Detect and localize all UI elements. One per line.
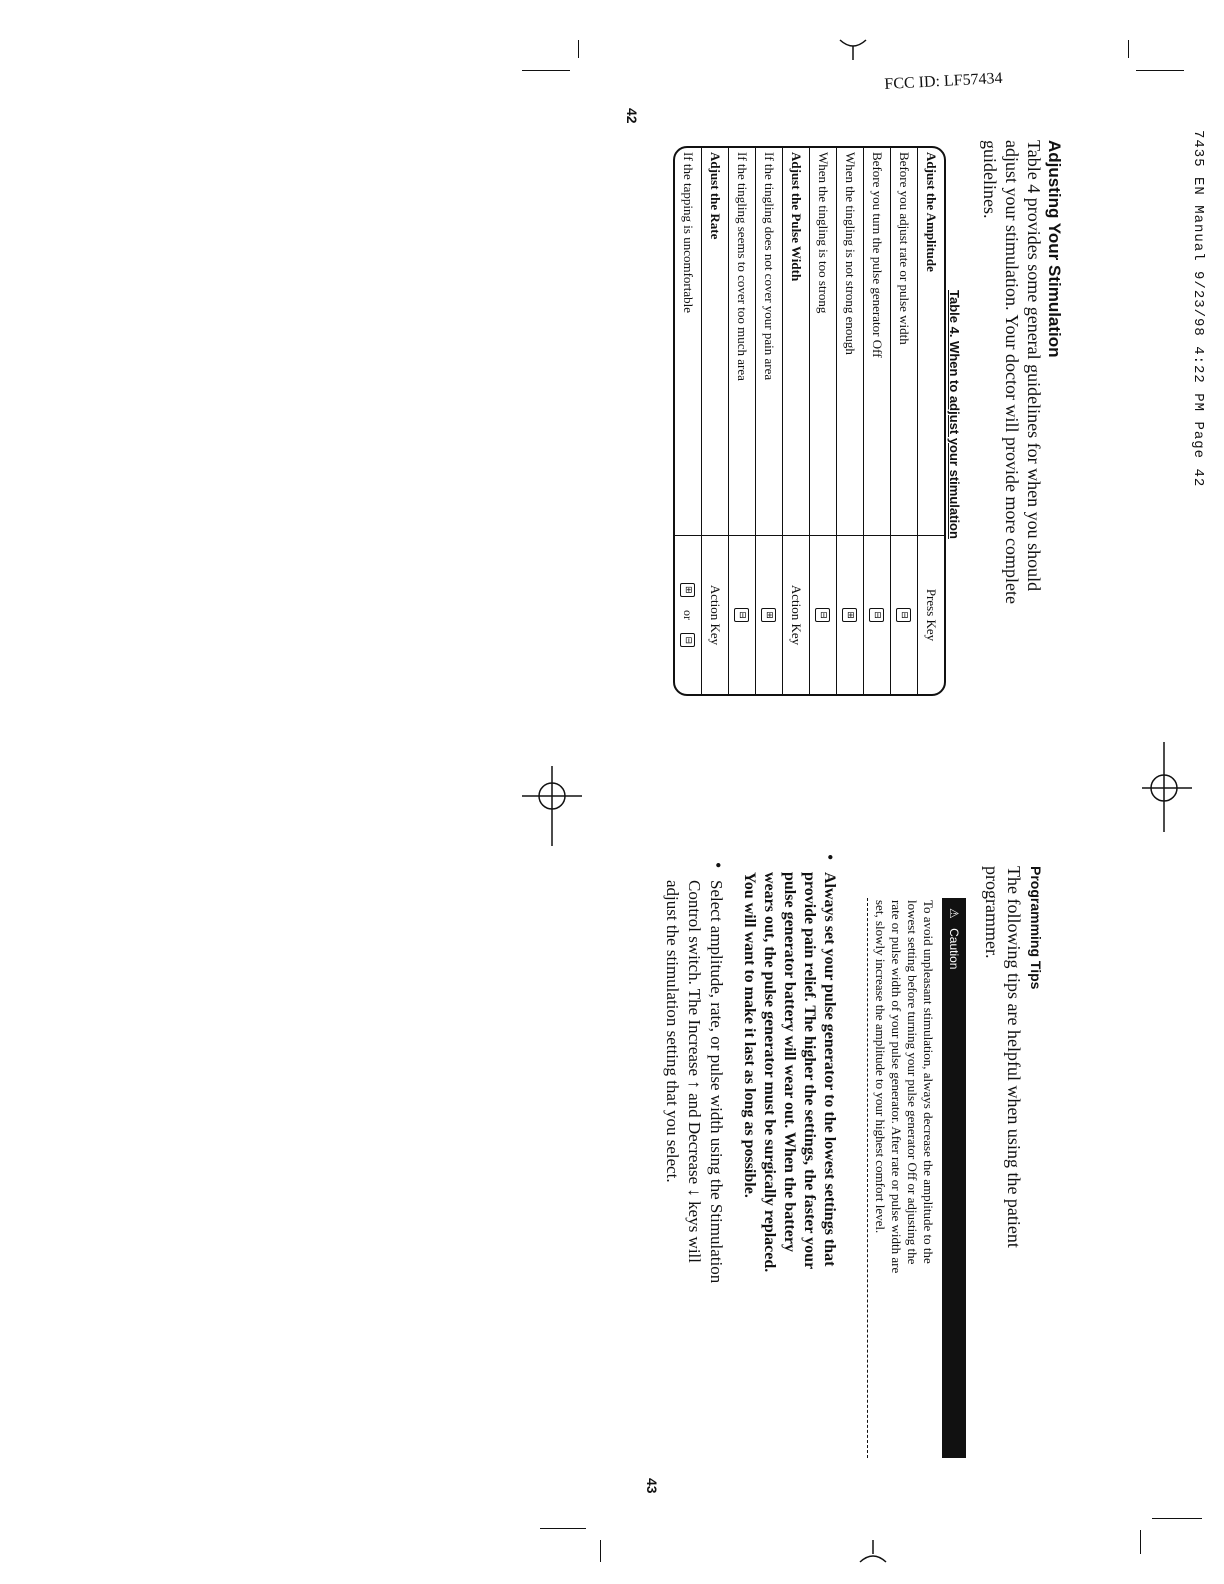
intro-line: adjust your stimulation. Your doctor will provide more complete <box>1002 140 1022 604</box>
bullet2-line: Select amplitude, rate, or pulse width using the Stimulation <box>707 880 726 1284</box>
crop-mark <box>600 1540 601 1562</box>
half-target-icon <box>858 1540 888 1570</box>
table-row <box>702 148 729 694</box>
caution-line: lowest setting before turning your pulse generator Off or adjusting the <box>905 900 920 1265</box>
crop-mark <box>540 1528 586 1529</box>
print-header: 7435 EN Manual 9/23/98 4:22 PM Page 42 <box>1190 130 1206 488</box>
bullet1-line: provide pain relief. The higher the settings, the faster your <box>801 872 818 1270</box>
caution-line: To avoid unpleasant stimulation, always decrease the amplitude to the <box>921 900 936 1264</box>
registration-target-icon <box>1142 742 1192 832</box>
decrease-key-icon: ⊟ <box>734 608 749 622</box>
section-title-right: Programming Tips <box>1028 866 1044 990</box>
row-label: If the tingling seems to cover too much area <box>729 148 756 536</box>
row-label: Adjust the Amplitude <box>924 152 939 272</box>
crop-mark <box>1152 1518 1202 1519</box>
bullet1-line: You will want to make it last as long as possible. <box>741 872 758 1198</box>
fcc-id: FCC ID: LF57434 <box>884 69 1003 93</box>
intro-line: Table 4 provides some general guidelines for when you should <box>1024 140 1044 592</box>
section-title-left: Adjusting Your Stimulation <box>1045 140 1064 358</box>
increase-key-icon: ⊞ <box>761 608 776 622</box>
intro-line: programmer. <box>982 866 1002 959</box>
row-label: Adjust the Pulse Width <box>783 148 810 536</box>
table-row <box>837 148 864 694</box>
stimulation-table <box>673 146 946 696</box>
intro-line: guidelines. <box>980 140 1000 219</box>
registration-target-icon <box>522 766 582 846</box>
table-row <box>756 148 783 694</box>
intro-line: The following tips are helpful when using the patient <box>1004 866 1024 1248</box>
crop-mark <box>1140 1530 1141 1554</box>
caution-box <box>942 898 966 1458</box>
caution-divider <box>867 898 868 1458</box>
decrease-key-icon: ⊟ <box>869 608 884 622</box>
crop-mark <box>522 70 570 71</box>
table-title: Table 4. When to adjust your stimulation <box>947 290 962 539</box>
table-row <box>810 148 837 694</box>
bullet1-line: Always set your pulse generator to the lowest settings that <box>821 872 838 1267</box>
row-label: Adjust the Rate <box>702 148 729 536</box>
bullet-icon: • <box>820 854 840 861</box>
half-target-icon <box>838 30 868 60</box>
page-number-left: 42 <box>624 108 640 124</box>
or-text: or <box>681 610 696 620</box>
row-label: Before you turn the pulse generator Off <box>864 148 891 536</box>
row-label: Before you adjust rate or pulse width <box>891 148 918 536</box>
bullet-icon: • <box>708 862 728 869</box>
page-number-right: 43 <box>644 1478 660 1494</box>
bullet1-line: wears out, the pulse generator must be surgically replaced. <box>761 872 778 1273</box>
increase-key-icon: ⊞ <box>842 608 857 622</box>
caution-label: Caution <box>947 928 961 970</box>
table-row <box>729 148 756 694</box>
bullet2-line: Control switch. The Increase ↑ and Decrease ↓ keys will <box>685 880 704 1264</box>
table-row <box>918 148 945 694</box>
decrease-key-icon: ⊟ <box>896 608 911 622</box>
key-header: Action Key <box>702 536 729 695</box>
table-row <box>675 148 702 694</box>
warning-icon: ⚠ <box>947 908 961 919</box>
bullet2-line: adjust the stimulation setting that you select. <box>663 880 682 1183</box>
bullet1-line: pulse generator battery will wear out. When the battery <box>781 872 798 1252</box>
increase-key-icon: ⊞ <box>680 583 695 597</box>
row-label: If the tingling does not cover your pain area <box>756 148 783 536</box>
crop-mark <box>1128 40 1129 58</box>
table-row <box>783 148 810 694</box>
key-header: Press Key <box>918 536 945 695</box>
crop-mark <box>578 40 579 58</box>
row-label: When the tingling is not strong enough <box>837 148 864 536</box>
row-label: If the tapping is uncomfortable <box>675 148 702 536</box>
decrease-key-icon: ⊟ <box>680 633 695 647</box>
caution-line: rate or pulse width of your pulse generator. After rate or pulse width are <box>889 900 904 1274</box>
table-row <box>864 148 891 694</box>
caution-header <box>942 898 966 1458</box>
table-row <box>891 148 918 694</box>
crop-mark <box>1136 70 1184 71</box>
row-label: When the tingling is too strong <box>810 148 837 536</box>
decrease-key-icon: ⊟ <box>815 608 830 622</box>
caution-line: set, slowly increase the amplitude to your highest comfort level. <box>873 900 888 1234</box>
key-header: Action Key <box>783 536 810 695</box>
